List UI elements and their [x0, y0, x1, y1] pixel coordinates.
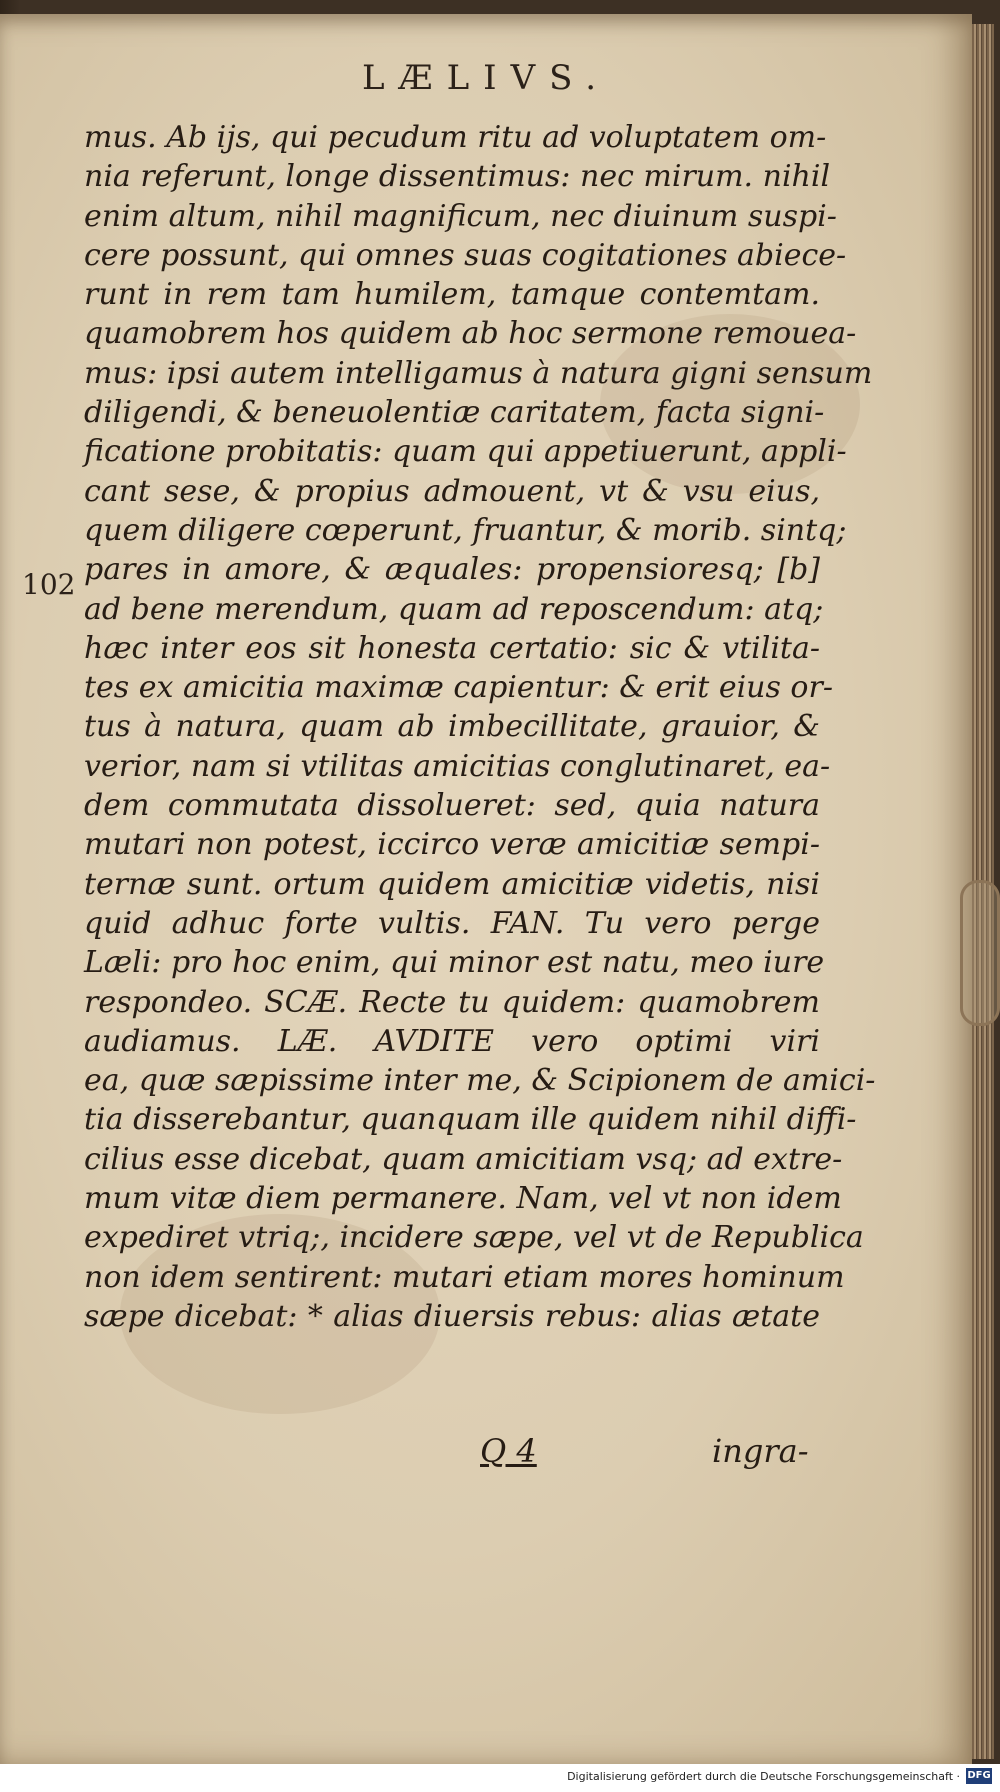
digitization-footer — [0, 1764, 1000, 1792]
text-line: ad bene merendum, quam ad reposcendum: atq; — [84, 591, 824, 627]
text-line: respondeo. SCÆ. Recte tu quidem: quamobrem — [84, 984, 820, 1020]
page-foot — [0, 1432, 972, 1482]
body-text — [84, 118, 876, 1336]
text-line: mutari non potest, iccirco veræ amicitiæ sempi- — [84, 827, 820, 863]
signature-mark: Q 4 — [480, 1432, 537, 1470]
text-line: diligendi, & beneuolentiæ caritatem, facta signi- — [84, 395, 825, 431]
text-line: quem diligere cœperunt, fruantur, & morib. sintq; — [84, 512, 847, 548]
text-line: tia disserebantur, quanquam ille quidem nihil diffi- — [84, 1102, 857, 1138]
running-head: LÆLIVS. — [361, 58, 611, 98]
text-line: tes ex amicitia maximæ capientur: & erit eius or- — [84, 670, 833, 706]
text-line: cant sese, & propius admouent, vt & vsu eius, — [84, 473, 820, 509]
text-line: non idem sentirent: mutari etiam mores hominum — [84, 1259, 845, 1295]
text-line: mus: ipsi autem intelligamus à natura gigni sensum — [84, 355, 873, 391]
text-line: quamobrem hos quidem ab hoc sermone remouea- — [84, 316, 857, 352]
text-line: Læli: pro hoc enim, qui minor est natu, meo iure — [84, 945, 825, 981]
catchword: ingra- — [712, 1432, 809, 1470]
funding-credit: Digitalisierung gefördert durch die Deutsche Forschungsgemeinschaft · — [567, 1770, 960, 1783]
text-line: mum vitæ diem permanere. Nam, vel vt non idem — [84, 1181, 842, 1217]
text-line: ternæ sunt. ortum quidem amicitiæ videtis, nisi — [84, 866, 820, 902]
text-line: ea, quæ sæpissime inter me, & Scipionem de amici- — [84, 1063, 876, 1099]
text-line: sæpe dicebat: * alias diuersis rebus: alias ætate — [84, 1298, 820, 1334]
text-line: expediret vtriq;, incidere sæpe, vel vt de Republica — [84, 1220, 864, 1256]
text-line: pares in amore, & æquales: propensioresq; [b] — [84, 552, 820, 588]
text-line: cilius esse dicebat, quam amicitiam vsq; ad extre- — [84, 1141, 843, 1177]
text-line: mus. Ab ijs, qui pecudum ritu ad voluptatem om- — [84, 120, 827, 155]
text-line: quid adhuc forte vultis. FAN. Tu vero perge — [84, 905, 820, 941]
dfg-logo: DFG — [966, 1768, 992, 1784]
text-line: runt in rem tam humilem, tamque contemtam. — [84, 277, 820, 313]
text-line: dem commutata dissolueret: sed, quia natura — [84, 788, 820, 824]
text-line: ficatione probitatis: quam qui appetiuerunt, appli- — [84, 434, 847, 470]
book-clasp — [960, 880, 1000, 1026]
text-line: tus à natura, quam ab imbecillitate, grauior, & — [84, 709, 820, 745]
text-line: enim altum, nihil magnificum, nec diuinum suspi- — [84, 198, 837, 234]
text-line: nia referunt, longe dissentimus: nec mirum. nihil — [84, 159, 831, 195]
text-line: cere possunt, qui omnes suas cogitationes abiece- — [84, 237, 847, 273]
marginal-page-number: 102 — [22, 568, 76, 601]
text-line: verior, nam si vtilitas amicitias conglutinaret, ea- — [84, 748, 831, 784]
text-line: hæc inter eos sit honesta certatio: sic & vtilita- — [84, 630, 820, 666]
text-line: audiamus. LÆ. AVDITE vero optimi viri — [84, 1023, 820, 1059]
